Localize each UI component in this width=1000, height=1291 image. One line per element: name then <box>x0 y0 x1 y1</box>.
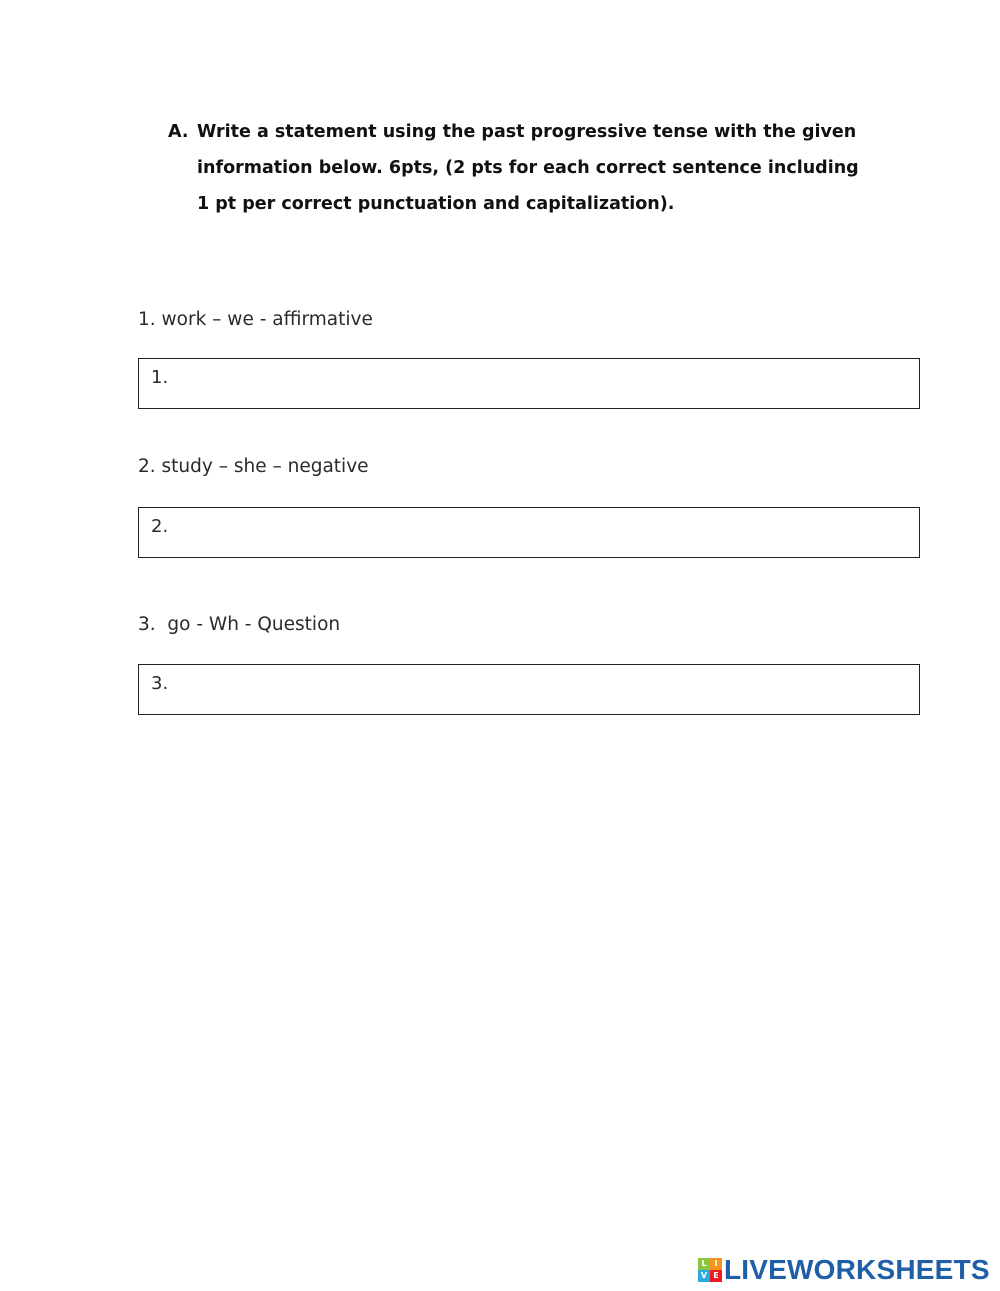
item-prompt: 2. study – she – negative <box>138 456 369 477</box>
item-prompt: 3. go - Wh - Question <box>138 614 341 635</box>
liveworksheets-logo <box>698 1254 990 1286</box>
item-prompt: 1. work – we - affirmative <box>138 309 373 330</box>
instruction-marker: A. <box>168 122 189 142</box>
answer-number: 1. <box>151 367 169 388</box>
logo-mark-letter: E <box>710 1270 722 1282</box>
logo-text: LIVEWORKSHEETS <box>724 1254 990 1285</box>
logo-mark-letter: I <box>710 1258 722 1270</box>
logo-mark-letter: L <box>698 1258 710 1270</box>
logo-mark-icon <box>698 1258 722 1282</box>
instruction-text: Write a statement using the past progressive tense with the given information below. 6pts, (2 pts for each correct sentence including 1 pt per correct punctuation and capitalization). <box>197 122 859 214</box>
answer-input-2[interactable] <box>138 507 920 558</box>
answer-number: 3. <box>151 673 169 694</box>
logo-mark-letter: V <box>698 1270 710 1282</box>
instruction <box>168 114 868 222</box>
answer-input-1[interactable] <box>138 358 920 409</box>
answer-input-3[interactable] <box>138 664 920 715</box>
answer-number: 2. <box>151 516 169 537</box>
